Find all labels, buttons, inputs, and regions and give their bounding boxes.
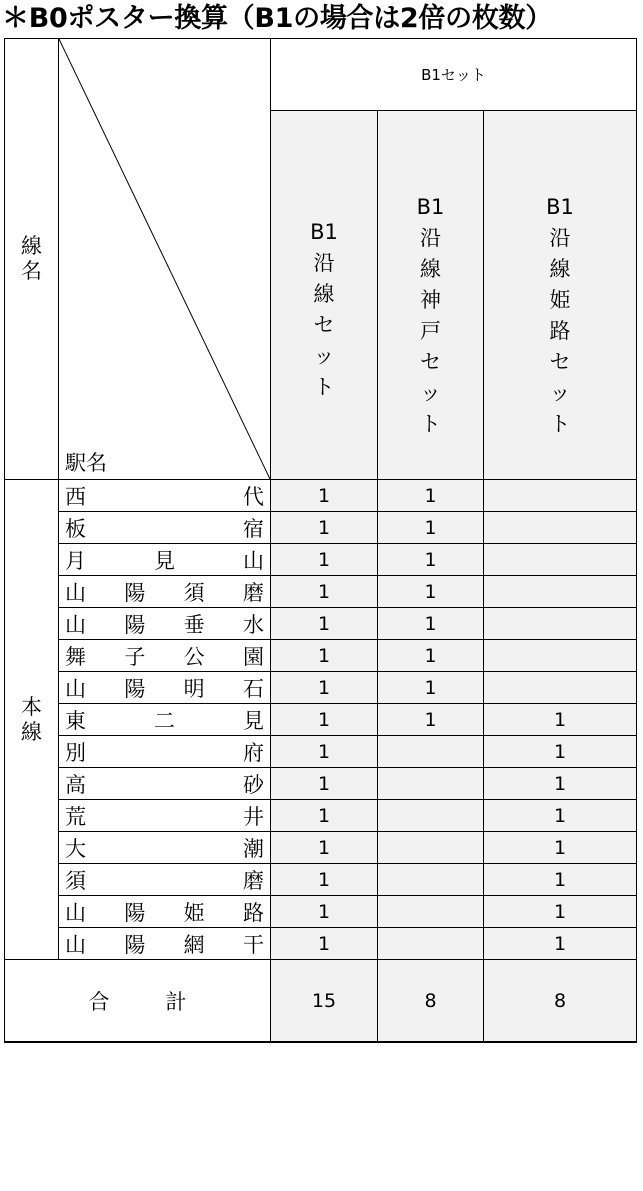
count-cell: 1 (378, 704, 484, 736)
count-cell: 1 (271, 672, 378, 704)
table-row (5, 672, 637, 704)
station-cell: 高 砂 (59, 768, 271, 800)
column-header-b1-set (271, 111, 378, 480)
count-cell: 1 (271, 608, 378, 640)
station-cell: 荒 井 (59, 800, 271, 832)
count-cell (378, 768, 484, 800)
total-row (5, 960, 637, 1043)
count-cell: 1 (378, 672, 484, 704)
column-header-text: B1 沿 線 神 戸 セ ッ ト (416, 195, 445, 437)
count-cell (484, 608, 637, 640)
count-cell: 1 (484, 832, 637, 864)
station-cell: 山 陽 明 石 (59, 672, 271, 704)
station-cell: 板 宿 (59, 512, 271, 544)
station-cell: 山 陽 姫 路 (59, 896, 271, 928)
count-cell: 1 (271, 640, 378, 672)
column-header-text: B1 沿 線 姫 路 セ ッ ト (546, 195, 574, 437)
count-cell: 1 (378, 544, 484, 576)
count-cell (378, 736, 484, 768)
station-cell: 大 潮 (59, 832, 271, 864)
line-name-label: 線 名 (21, 234, 42, 283)
count-cell: 1 (271, 704, 378, 736)
count-cell: 1 (378, 608, 484, 640)
station-name-header (59, 39, 271, 480)
set-group-header: B1セット (271, 39, 637, 111)
count-cell: 1 (271, 800, 378, 832)
count-cell: 1 (484, 768, 637, 800)
total-value-cell: 8 (378, 960, 484, 1043)
count-cell: 1 (271, 768, 378, 800)
count-cell (378, 800, 484, 832)
count-cell: 1 (271, 576, 378, 608)
table-row (5, 928, 637, 960)
station-cell: 山 陽 網 干 (59, 928, 271, 960)
station-name-label: 駅名 (65, 451, 107, 475)
count-cell: 1 (378, 576, 484, 608)
count-cell: 1 (271, 512, 378, 544)
table-row (5, 800, 637, 832)
station-cell: 西 代 (59, 480, 271, 512)
table-row (5, 608, 637, 640)
line-group-label: 本 線 (21, 694, 42, 744)
count-cell: 1 (271, 928, 378, 960)
count-cell: 1 (378, 640, 484, 672)
column-header-b1-kobe-set (378, 111, 484, 480)
count-cell: 1 (378, 480, 484, 512)
count-cell (378, 832, 484, 864)
count-cell (484, 512, 637, 544)
count-cell: 1 (484, 896, 637, 928)
table-row (5, 864, 637, 896)
page-title: ＊B0ポスター換算（B1の場合は2倍の枚数） (2, 3, 552, 34)
station-cell: 月 見 山 (59, 544, 271, 576)
table-row (5, 768, 637, 800)
station-cell: 舞 子 公 園 (59, 640, 271, 672)
line-name-header (5, 39, 59, 480)
column-header-text: B1 沿 線 セ ッ ト (310, 220, 338, 400)
poster-count-table (4, 38, 637, 1043)
table-row (5, 544, 637, 576)
count-cell: 1 (484, 864, 637, 896)
count-cell (484, 672, 637, 704)
count-cell (484, 576, 637, 608)
total-label: 合 計 (5, 960, 271, 1043)
table-row (5, 736, 637, 768)
count-cell: 1 (271, 896, 378, 928)
table-row (5, 896, 637, 928)
count-cell: 1 (271, 544, 378, 576)
count-cell (378, 928, 484, 960)
count-cell (378, 864, 484, 896)
table-row (5, 832, 637, 864)
total-value-cell: 8 (484, 960, 637, 1043)
table-row (5, 640, 637, 672)
station-cell: 別 府 (59, 736, 271, 768)
count-cell: 1 (271, 736, 378, 768)
count-cell: 1 (271, 832, 378, 864)
total-value-cell: 15 (271, 960, 378, 1043)
table-row (5, 480, 637, 512)
count-cell (378, 896, 484, 928)
column-header-b1-himeji-set (484, 111, 637, 480)
line-group-cell (5, 480, 59, 960)
station-cell: 山 陽 垂 水 (59, 608, 271, 640)
count-cell (484, 640, 637, 672)
count-cell (484, 544, 637, 576)
station-cell: 東 二 見 (59, 704, 271, 736)
station-cell: 須 磨 (59, 864, 271, 896)
count-cell (484, 480, 637, 512)
count-cell: 1 (271, 864, 378, 896)
table-row (5, 512, 637, 544)
diagonal-divider (59, 39, 270, 479)
count-cell: 1 (484, 800, 637, 832)
count-cell: 1 (378, 512, 484, 544)
count-cell: 1 (484, 704, 637, 736)
count-cell: 1 (484, 928, 637, 960)
count-cell: 1 (271, 480, 378, 512)
table-row (5, 576, 637, 608)
table-row (5, 704, 637, 736)
station-cell: 山 陽 須 磨 (59, 576, 271, 608)
count-cell: 1 (484, 736, 637, 768)
